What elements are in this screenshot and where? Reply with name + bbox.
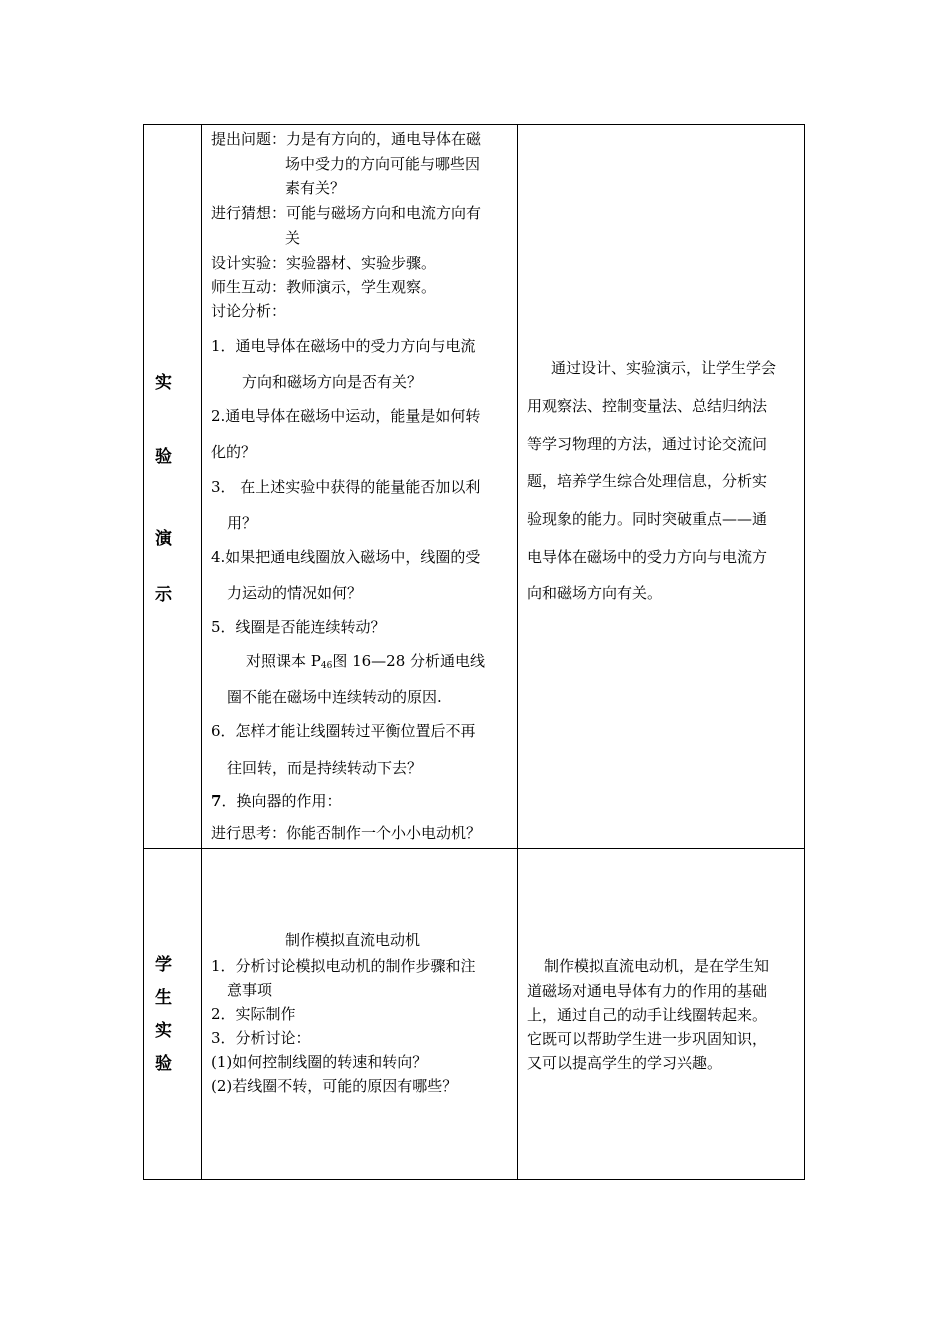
content-line: 6．怎样才能让线圈转过平衡位置后不再 <box>211 722 476 740</box>
content-line: 4.如果把通电线圈放入磁场中，线圈的受 <box>211 548 481 566</box>
row1-label-char: 验 <box>155 447 172 467</box>
intent-line: 通过设计、实验演示，让学生学会 <box>551 359 777 377</box>
row1-label-char: 示 <box>155 585 172 605</box>
intent-line: 又可以提高学生的学习兴趣。 <box>527 1054 723 1072</box>
content-line: 用？ <box>227 514 258 532</box>
intent-line: 等学习物理的方法，通过讨论交流问 <box>527 435 768 453</box>
figure-reference: 图 16—28 分析通电线 <box>332 652 486 670</box>
content-line: 进行猜想：可能与磁场方向和电流方向有 <box>211 204 482 222</box>
content-line: 设计实验：实验器材、实验步骤。 <box>211 254 437 272</box>
content-line: 提出问题：力是有方向的，通电导体在磁 <box>211 130 482 148</box>
content-line: 3． 在上述实验中获得的能量能否加以利 <box>211 478 481 496</box>
content-line: 1．分析讨论模拟电动机的制作步骤和注 <box>211 957 476 975</box>
page-subscript: 46 <box>320 661 333 671</box>
content-line <box>246 652 485 675</box>
content-line: 5．线圈是否能连续转动？ <box>211 618 386 636</box>
intent-line: 它既可以帮助学生进一步巩固知识， <box>527 1030 768 1048</box>
intent-line: 制作模拟直流电动机，是在学生知 <box>544 957 770 975</box>
column-divider-1 <box>201 125 202 1179</box>
intent-line: 题，培养学生综合处理信息，分析实 <box>527 472 768 490</box>
content-line: 素有关？ <box>285 179 346 197</box>
row-divider <box>144 848 804 849</box>
row2-label-char: 实 <box>155 1021 172 1041</box>
row2-label-char: 学 <box>155 955 172 975</box>
item-number: 7 <box>211 792 222 810</box>
content-line: 讨论分析： <box>211 302 287 320</box>
content-line: 3．分析讨论： <box>211 1029 311 1047</box>
item-text: ．换向器的作用： <box>221 792 342 810</box>
content-line: 2．实际制作 <box>211 1005 296 1023</box>
content-line: 圈不能在磁场中连续转动的原因. <box>227 688 442 706</box>
content-line: (1)如何控制线圈的转速和转向？ <box>211 1053 428 1071</box>
column-divider-2 <box>517 125 518 1179</box>
content-line: 师生互动：教师演示，学生观察。 <box>211 278 437 296</box>
row1-label-char: 演 <box>155 529 172 549</box>
content-line: 关 <box>285 229 301 247</box>
content-line: 方向和磁场方向是否有关？ <box>242 373 423 391</box>
content-line: 往回转，而是持续转动下去？ <box>227 759 423 777</box>
intent-line: 电导体在磁场中的受力方向与电流方 <box>527 548 768 566</box>
intent-line: 验现象的能力。同时突破重点——通 <box>527 510 768 528</box>
intent-line: 向和磁场方向有关。 <box>527 584 663 602</box>
row2-label-char: 生 <box>155 988 172 1008</box>
row1-label-char: 实 <box>155 373 172 393</box>
content-line: 场中受力的方向可能与哪些因 <box>285 155 481 173</box>
content-line <box>211 792 341 810</box>
content-line: 2.通电导体在磁场中运动，能量是如何转 <box>211 407 481 425</box>
content-line: 力运动的情况如何？ <box>227 584 363 602</box>
intent-line: 上，通过自己的动手让线圈转起来。 <box>527 1006 768 1024</box>
content-line: 进行思考：你能否制作一个小小电动机？ <box>211 824 482 842</box>
content-line: 制作模拟直流电动机 <box>285 931 421 949</box>
content-line: 1．通电导体在磁场中的受力方向与电流 <box>211 337 476 355</box>
intent-line: 用观察法、控制变量法、总结归纳法 <box>527 397 768 415</box>
textbook-reference: 对照课本 P <box>246 652 321 670</box>
content-line: (2)若线圈不转，可能的原因有哪些？ <box>211 1077 458 1095</box>
content-line: 意事项 <box>227 981 273 999</box>
row2-label-char: 验 <box>155 1054 172 1074</box>
intent-line: 道磁场对通电导体有力的作用的基础 <box>527 982 768 1000</box>
content-line: 化的？ <box>211 443 257 461</box>
